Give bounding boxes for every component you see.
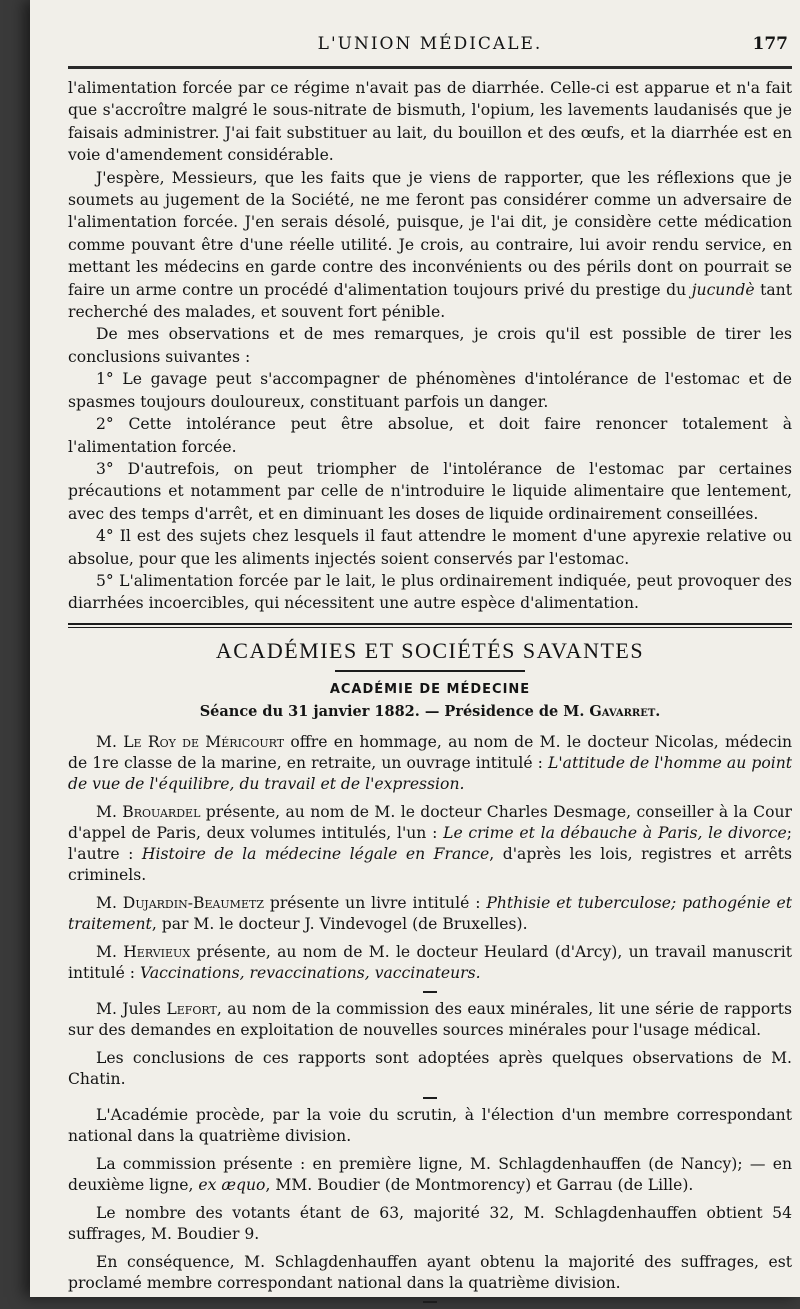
election-paragraph: Le nombre des votants étant de 63, majorité 32, M. Schlagdenhauffen obtient 54 suffrages, M. Boudier 9. [68,1203,792,1243]
latin-word: jucundè [691,280,755,299]
page-content [68,30,792,1309]
journal-page [30,0,800,1297]
running-head [68,30,792,60]
election-paragraph: En conséquence, M. Schlagdenhauffen ayant obtenu la majorité des suffrages, est proclamé membre correspondant national dans la quatrième division. [68,1252,792,1292]
announcement: M. Brouardel présente, au nom de M. le docteur Charles Desmage, conseiller à la Cour d'appel de Paris, deux volumes intitulés, l'un : Le crime et la débauche à Paris, le divorce; l'autre : Histoire de la médecine légale en France, d'après les lois, registres et arrêts criminels. [68,802,792,884]
conclusion-item: 5° L'alimentation forcée par le lait, le plus ordinairement indiquée, peut provoquer des diarrhées incoercibles, qui nécessitent une autre espèce d'alimentation. [68,571,792,613]
running-title: L'UNION MÉDICALE. [317,34,543,54]
page-number: 177 [752,34,788,54]
conclusion-item: 4° Il est des sujets chez lesquels il faut attendre le moment d'une apyrexie relative ou absolue, pour que les aliments injectés soient conservés par l'estomac. [68,527,792,568]
announcement: M. Le Roy de Méricourt offre en hommage, au nom de M. le docteur Nicolas, médecin de 1re classe de la marine, en retraite, un ouvrage intitulé : L'attitude de l'homme au point de vue de l'équilibre, du travail et de l'expression. [68,732,793,793]
body-paragraph: J'espère, Messieurs, que les faits que je viens de rapporter, que les réflexions que je soumets au jugement de la Société, ne me feront pas considérer comme un adversaire de l'alimentation forcée. J'en serais désolé, puisque, je l'ai dit, je considère cette médication comme pouvant être d'une réelle utilité. Je crois, au contraire, lui avoir rendu service, en mettant les médecins en garde contre des inconvénients ou des périls dont on pourrait se faire un arme contre un procédé d'alimentation toujours privé du prestige du jucundè tant recherché des malades, et souvent fort pénible. [68,168,792,322]
body-paragraph: De mes observations et de mes remarques, je crois qu'il est possible de tirer les conclusions suivantes : [68,325,792,366]
body-paragraph: l'alimentation forcée par ce régime n'avait pas de diarrhée. Celle-ci est apparue et n'a fait que s'accroître malgré le sous-nitrate de bismuth, l'opium, les lavements laudanisés que je faisais administrer. J'ai fait substituer au lait, du bouillon et des œufs, et la diarrhée est en voie d'amendement considérable. [68,79,792,165]
seance-line: Séance du 31 janvier 1882. — Présidence de M. Gavarret. [199,702,661,720]
section-rule-thin [68,627,792,628]
header-rule [68,66,792,69]
election-paragraph: L'Académie procède, par la voie du scrutin, à l'élection d'un membre correspondant national dans la quatrième division. [68,1105,792,1145]
section-subtitle: ACADÉMIE DE MÉDECINE [329,681,531,697]
separator-dash [423,1097,437,1099]
section-title: ACADÉMIES ET SOCIÉTÉS SAVANTES [215,637,645,663]
announcement: Les conclusions de ces rapports sont adoptées après quelques observations de M. Chatin. [68,1048,792,1088]
conclusion-item: 3° D'autrefois, on peut triompher de l'intolérance de l'estomac par certaines précautions et notamment par celle de n'introduire le liquide alimentaire que lentement, avec des temps d'arrêt, et en diminuant les doses de liquide ordinairement conseillées. [68,459,792,523]
president-name: Gavarret. [589,702,661,720]
section-rule [68,623,792,625]
conclusion-item: 2° Cette intolérance peut être absolue, et doit faire renoncer totalement à l'alimentation forcée. [68,415,792,456]
announcement: M. Hervieux présente, au nom de M. le docteur Heulard (d'Arcy), un travail manuscrit intitulé : Vaccinations, revaccinations, vaccinateurs. [68,942,792,982]
announcement: M. Dujardin-Beaumetz présente un livre intitulé : Phthisie et tuberculose; pathogénie et traitement, par M. le docteur J. Vindevogel (de Bruxelles). [68,893,792,933]
conclusion-item: 1° Le gavage peut s'accompagner de phénomènes d'intolérance de l'estomac et de spasmes toujours douloureux, constituant parfois un danger. [68,370,792,411]
title-underline [335,670,525,672]
separator-dash [423,991,437,993]
separator-dash [423,1301,437,1303]
announcement: M. Jules Lefort, au nom de la commission des eaux minérales, lit une série de rapports sur des demandes en exploitation de nouvelles sources minérales pour l'usage médical. [68,999,793,1039]
election-paragraph: La commission présente : en première ligne, M. Schlagdenhauffen (de Nancy); — en deuxième ligne, ex æquo, MM. Boudier (de Montmorency) et Garrau (de Lille). [68,1154,792,1194]
